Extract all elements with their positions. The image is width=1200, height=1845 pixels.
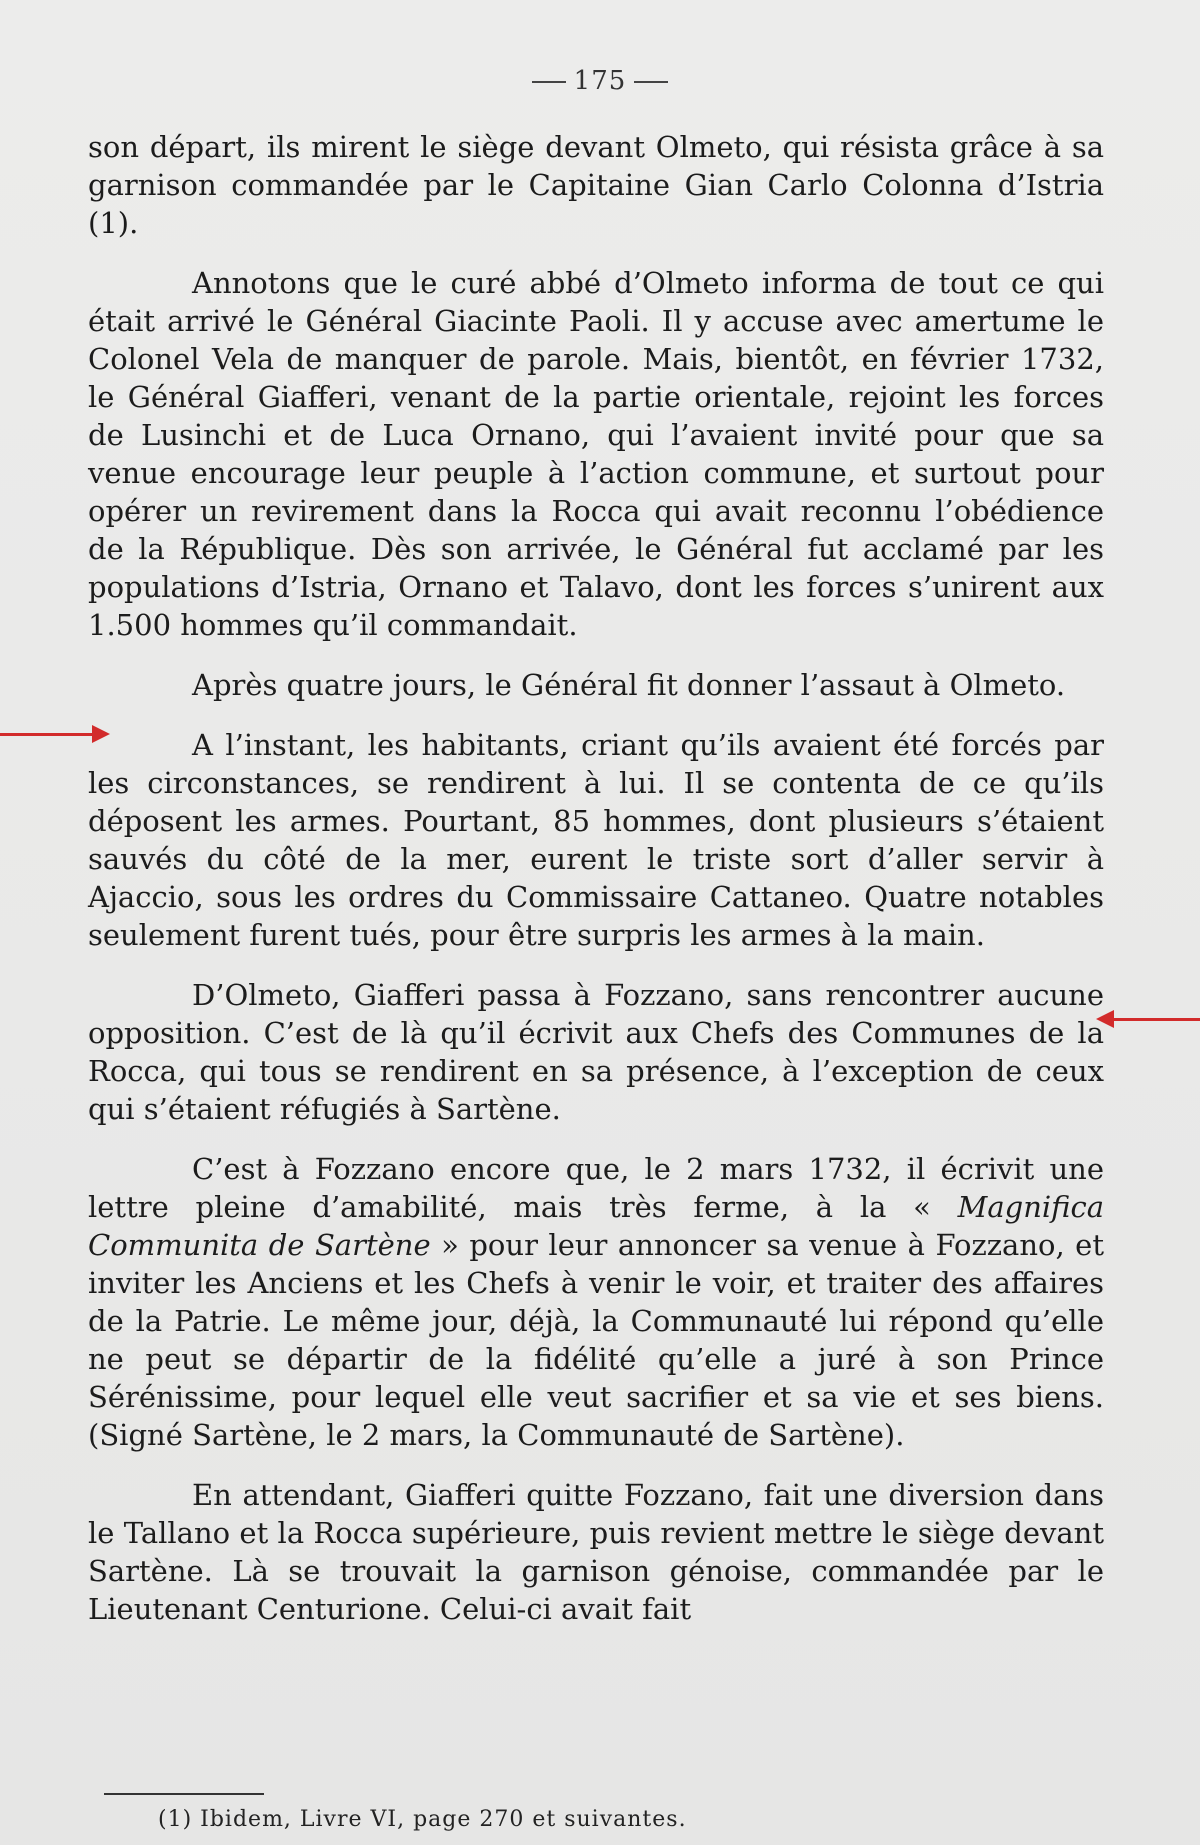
page-number-dash-left	[532, 81, 566, 83]
footnote: (1) Ibidem, Livre VI, page 270 et suivantes.	[158, 1807, 687, 1832]
page-number-dash-right	[634, 81, 668, 83]
footnote-rule	[104, 1793, 264, 1795]
paragraph-3: Après quatre jours, le Général fit donner l’assaut à Olmeto.	[192, 668, 1066, 702]
paragraph-6-before: C’est à Fozzano encore que, le 2 mars 1732, il écrivit une lettre pleine d’amabilité, mais très ferme, à la «	[88, 1152, 1104, 1224]
paragraph-1: son départ, ils mirent le siège devant Olmeto, qui résista grâce à sa garnison commandée par le Capitaine Gian Carlo Colonna d’Istria (1).	[88, 130, 1104, 240]
red-arrow-right-icon	[0, 733, 96, 736]
paragraph-2: Annotons que le curé abbé d’Olmeto informa de tout ce qui était arrivé le Général Giacinte Paoli. Il y accuse avec amertume le Colonel Vela de manquer de parole. Mais, bientôt, en février 1732, le Général Giafferi, venant de la partie orientale, rejoint les forces de Lusinchi et de Luca Ornano, qui l’avaient invité pour que sa venue encourage leur peuple à l’action commune, et surtout pour opérer un revirement dans la Rocca qui avait reconnu l’obédience de la République. Dès son arrivée, le Général fut acclamé par les populations d’Istria, Ornano et Talavo, dont les forces s’unirent aux 1.500 hommes qu’il commandait.	[88, 266, 1104, 642]
page-number: 175	[0, 66, 1200, 96]
paragraph-5: D’Olmeto, Giafferi passa à Fozzano, sans rencontrer aucune opposition. C’est de là qu’il écrivit aux Chefs des Communes de la Rocca, qui tous se rendirent en sa présence, à l’exception de ceux qui s’étaient réfugiés à Sartène.	[88, 978, 1104, 1126]
body-text	[88, 128, 1104, 1650]
red-arrow-left-icon	[1110, 1018, 1200, 1021]
paragraph-6-italic: Magnifica Communita de Sartène	[88, 1190, 1105, 1262]
paragraph-6-after: » pour leur annoncer sa venue à Fozzano, et inviter les Anciens et les Chefs à venir le voir, et traiter des affaires de la Patrie. Le même jour, déjà, la Communauté lui répond qu’elle ne peut se départir de la fidélité qu’elle a juré à son Prince Sérénissime, pour lequel elle veut sacrifier et sa vie et ses biens. (Signé Sartène, le 2 mars, la Communauté de Sartène).	[88, 1228, 1104, 1452]
paragraph-6	[88, 1150, 1104, 1454]
paragraph-7: En attendant, Giafferi quitte Fozzano, fait une diversion dans le Tallano et la Rocca supérieure, puis revient mettre le siège devant Sartène. Là se trouvait la garnison génoise, commandée par le Lieutenant Centurione. Celui-ci avait fait	[88, 1478, 1104, 1626]
paragraph-4: A l’instant, les habitants, criant qu’ils avaient été forcés par les circonstances, se rendirent à lui. Il se contenta de ce qu’ils déposent les armes. Pourtant, 85 hommes, dont plusieurs s’étaient sauvés du côté de la mer, eurent le triste sort d’aller servir à Ajaccio, sous les ordres du Commissaire Cattaneo. Quatre notables seulement furent tués, pour être surpris les armes à la main.	[88, 728, 1104, 952]
